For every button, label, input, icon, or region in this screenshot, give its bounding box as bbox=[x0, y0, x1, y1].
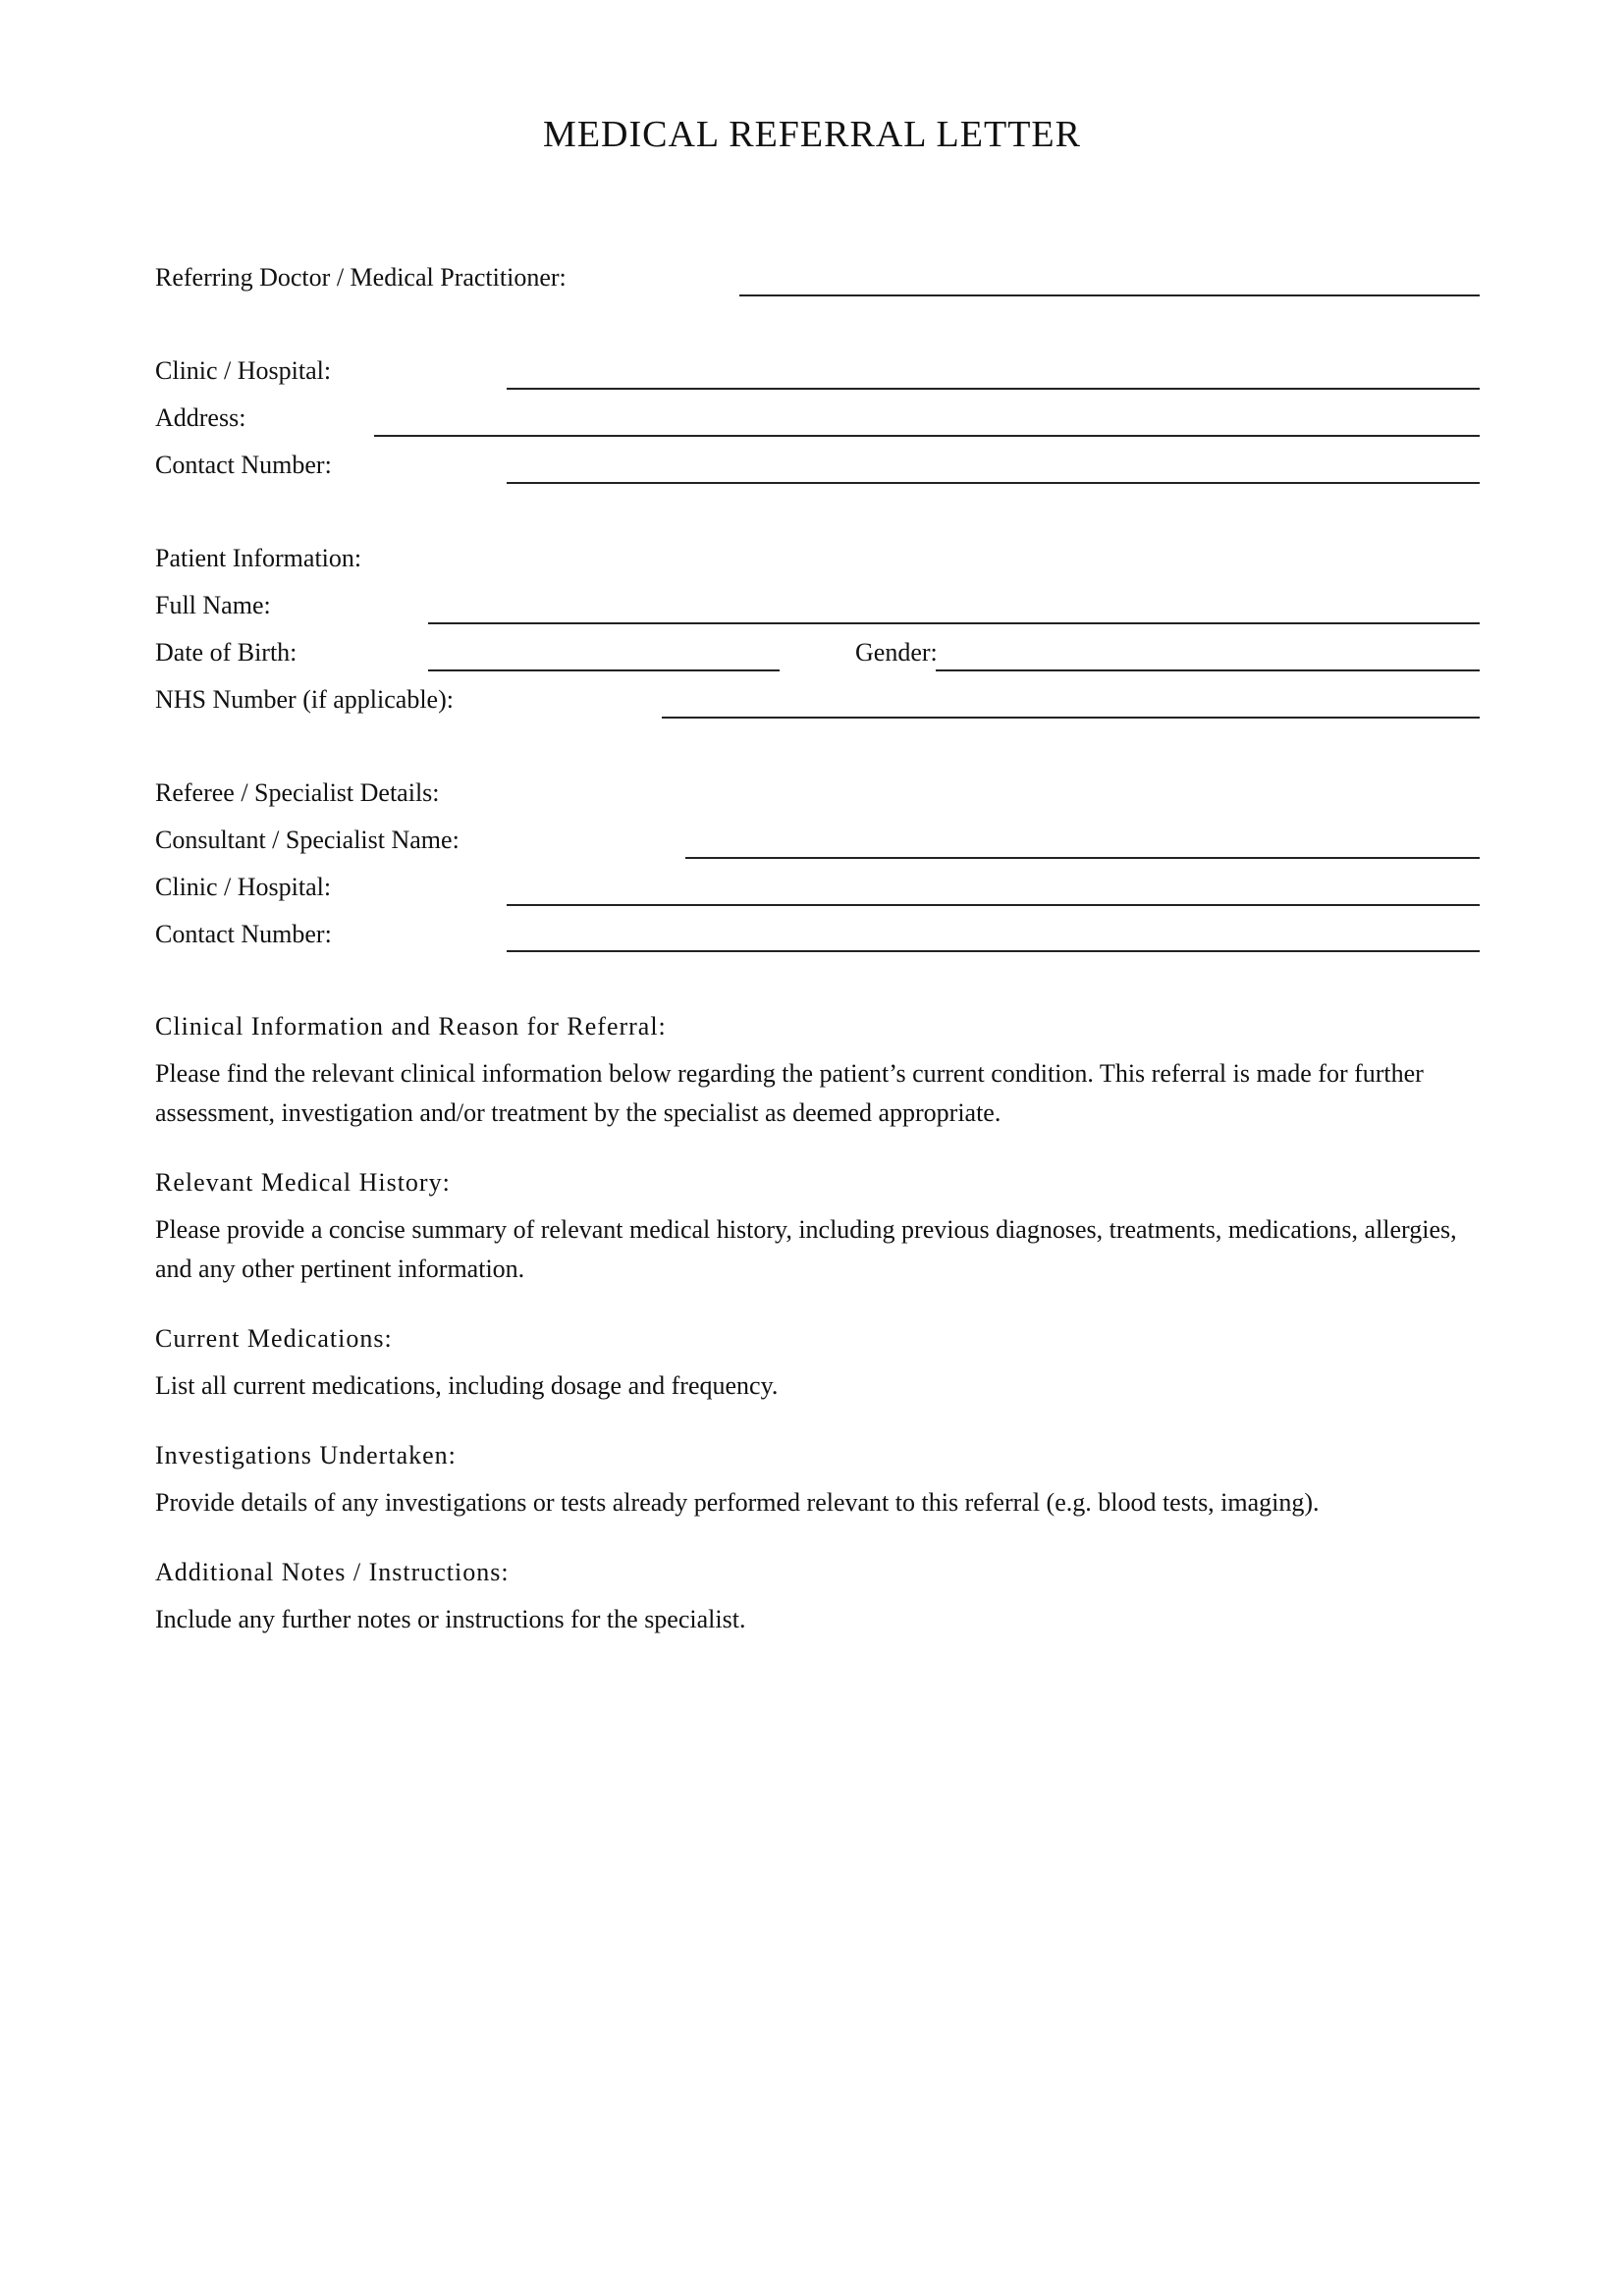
referee-clinic-field[interactable] bbox=[507, 904, 1480, 906]
patient-full-name-field[interactable] bbox=[428, 622, 1480, 624]
patient-gender-label: Gender: bbox=[855, 638, 938, 667]
referring-address-field[interactable] bbox=[374, 435, 1480, 437]
patient-full-name-label: Full Name: bbox=[155, 591, 271, 619]
patient-nhs-label: NHS Number (if applicable): bbox=[155, 685, 454, 714]
referring-clinic-label: Clinic / Hospital: bbox=[155, 356, 332, 385]
referee-heading: Referee / Specialist Details: bbox=[155, 778, 440, 807]
patient-info-heading: Patient Information: bbox=[155, 544, 362, 572]
medical-history-text: Please provide a concise summary of relevant medical history, including previous diagnoses, treatments, medications, allergies, and any other pertinent information. bbox=[155, 1215, 1457, 1283]
referee-name-field[interactable] bbox=[685, 857, 1480, 859]
referring-clinic-field[interactable] bbox=[507, 388, 1480, 390]
medical-history-heading: Relevant Medical History: bbox=[155, 1168, 451, 1197]
clinical-info-text: Please find the relevant clinical information below regarding the patient’s current condition. This referral is made for further assessment, investigation and/or treatment by the specialist as deemed appropriate. bbox=[155, 1059, 1424, 1127]
investigations-text: Provide details of any investigations or tests already performed relevant to this referral (e.g. blood tests, imaging). bbox=[155, 1488, 1320, 1517]
referring-address-label: Address: bbox=[155, 403, 246, 432]
referring-doctor-label: Referring Doctor / Medical Practitioner: bbox=[155, 263, 567, 292]
referring-doctor-field[interactable] bbox=[739, 294, 1480, 296]
clinical-info-heading: Clinical Information and Reason for Referral: bbox=[155, 1012, 667, 1041]
referring-contact-field[interactable] bbox=[507, 482, 1480, 484]
page-title: MEDICAL REFERRAL LETTER bbox=[543, 114, 1081, 155]
additional-notes-heading: Additional Notes / Instructions: bbox=[155, 1558, 510, 1586]
referee-contact-label: Contact Number: bbox=[155, 920, 332, 948]
patient-nhs-field[interactable] bbox=[662, 717, 1480, 719]
additional-notes-text: Include any further notes or instructions for the specialist. bbox=[155, 1605, 746, 1633]
referee-name-label: Consultant / Specialist Name: bbox=[155, 826, 460, 854]
referring-contact-label: Contact Number: bbox=[155, 451, 332, 479]
referee-clinic-label: Clinic / Hospital: bbox=[155, 873, 332, 901]
patient-dob-field[interactable] bbox=[428, 669, 780, 671]
referee-contact-field[interactable] bbox=[507, 950, 1480, 952]
current-medications-text: List all current medications, including dosage and frequency. bbox=[155, 1371, 779, 1400]
patient-dob-label: Date of Birth: bbox=[155, 638, 298, 667]
investigations-heading: Investigations Undertaken: bbox=[155, 1441, 457, 1469]
patient-gender-field[interactable] bbox=[936, 669, 1480, 671]
current-medications-heading: Current Medications: bbox=[155, 1324, 393, 1353]
